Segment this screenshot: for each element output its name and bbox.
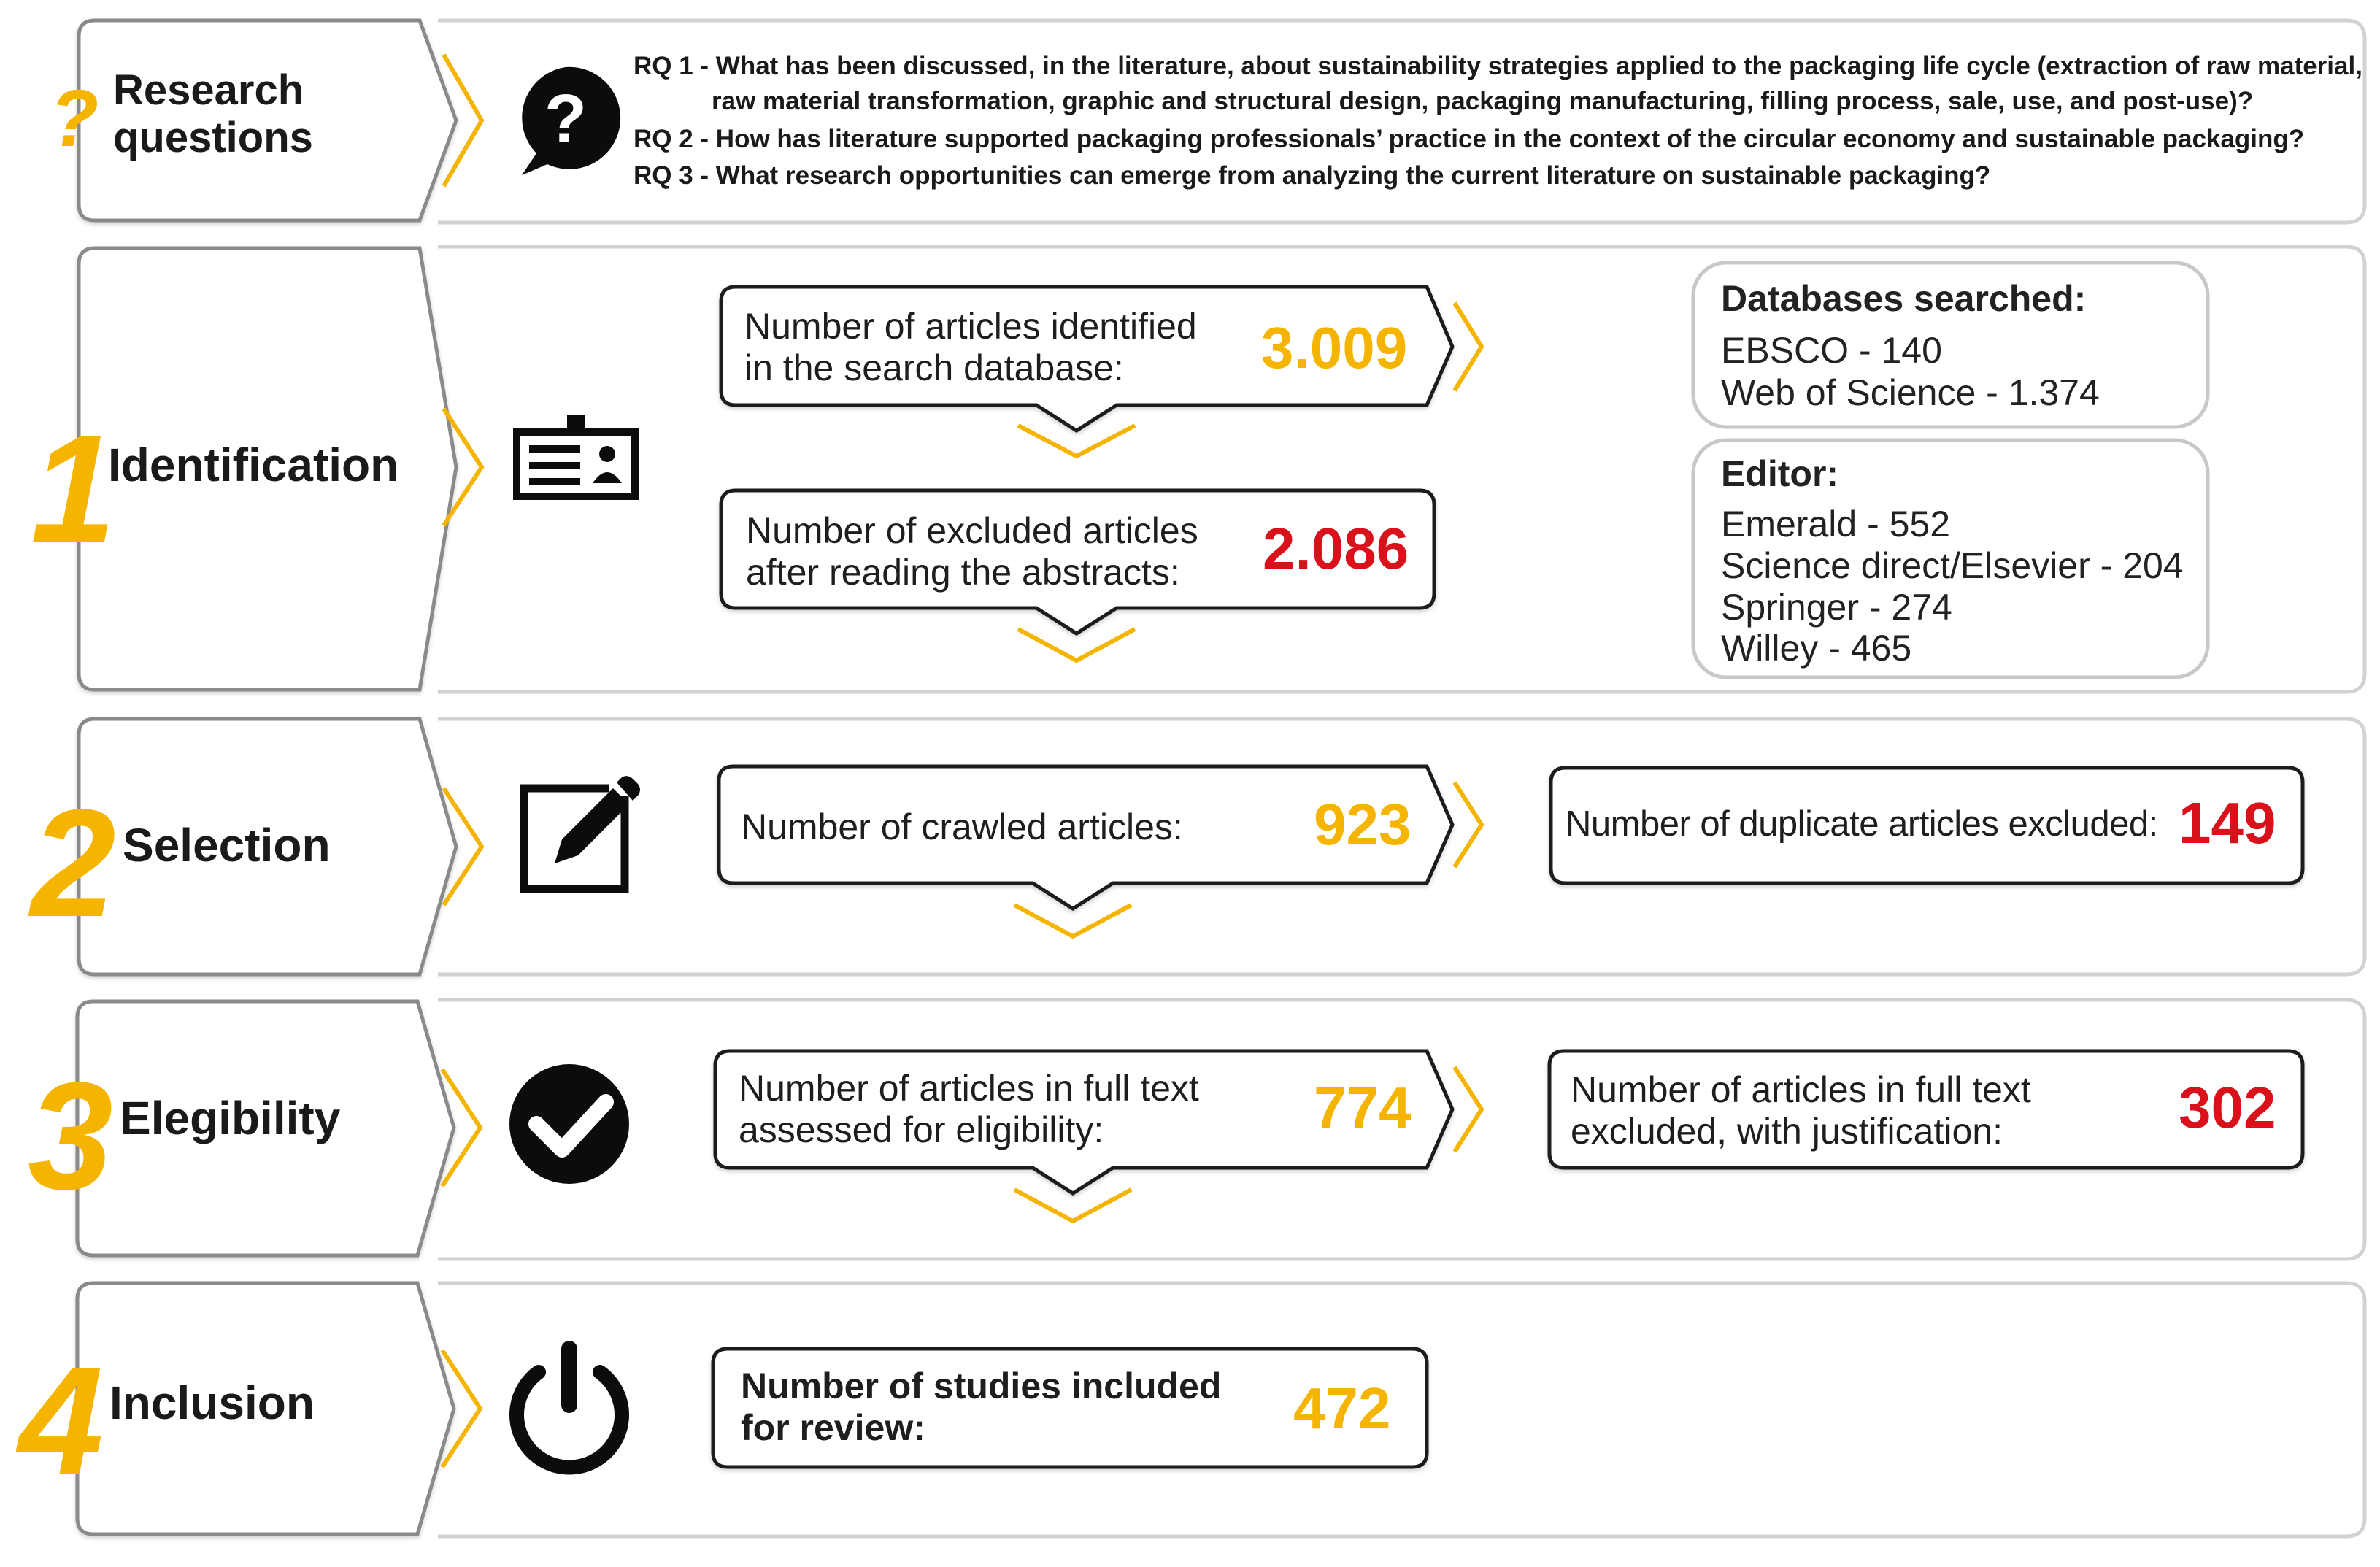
editor-title: Editor: xyxy=(1721,453,1839,494)
question-bubble-icon xyxy=(522,67,620,175)
assessed-value: 774 xyxy=(1314,1075,1412,1140)
duplicates-value: 149 xyxy=(2179,790,2276,855)
assessed-label-line2: assessed for eligibility: xyxy=(739,1109,1104,1150)
rq-mark: ? xyxy=(50,74,99,163)
included-value: 472 xyxy=(1293,1376,1391,1441)
identified-label-line1: Number of articles identified xyxy=(744,306,1197,347)
justified-value: 302 xyxy=(2179,1075,2276,1140)
power-icon xyxy=(517,1349,622,1467)
rq2-line1: RQ 2 - How has literature supported packaging professionals’ practice in the context of the circular economy and sustainable packaging? xyxy=(633,125,2305,153)
stage-1-label: Identification xyxy=(108,439,399,491)
rq3-line1: RQ 3 - What research opportunities can emerge from analyzing the current literature on sustainable packaging? xyxy=(633,161,1991,190)
stage-2-label: Selection xyxy=(123,819,331,871)
right-chevron-1 xyxy=(1455,303,1482,390)
stage-1-number: 1 xyxy=(31,403,116,574)
rq1-line1: RQ 1 - What has been discussed, in the literature, about sustainability strategies applied to the packaging life cycle (extraction of raw material, xyxy=(633,52,2362,80)
stage-2-number: 2 xyxy=(31,777,116,949)
database-ebsco: EBSCO - 140 xyxy=(1721,330,1942,371)
included-label-line2: for review: xyxy=(741,1407,925,1448)
svg-text:?: ? xyxy=(544,80,588,158)
included-label-line1: Number of studies included xyxy=(741,1366,1222,1406)
editor-elsevier: Science direct/Elsevier - 204 xyxy=(1721,545,2184,586)
database-wos: Web of Science - 1.374 xyxy=(1721,372,2100,413)
rq-title-line2: questions xyxy=(113,114,313,161)
excluded-label-line1: Number of excluded articles xyxy=(746,510,1198,551)
stage-3-label: Elegibility xyxy=(120,1092,341,1144)
id-card-icon xyxy=(517,415,635,496)
crawled-value: 923 xyxy=(1314,792,1412,857)
identified-value: 3.009 xyxy=(1261,315,1408,380)
editor-emerald: Emerald - 552 xyxy=(1721,504,1951,544)
stage-4-label: Inclusion xyxy=(109,1377,315,1429)
right-chevron-2 xyxy=(1455,782,1482,867)
rq1-line2: raw material transformation, graphic and structural design, packaging manufacturing, filling process, sale, use, and post-use)? xyxy=(712,87,2254,115)
excluded-value: 2.086 xyxy=(1263,516,1409,581)
databases-title: Databases searched: xyxy=(1721,278,2087,319)
editor-springer: Springer - 274 xyxy=(1721,587,1952,628)
excluded-label-line2: after reading the abstracts: xyxy=(746,552,1180,593)
check-circle-icon xyxy=(509,1064,629,1184)
right-chevron-3 xyxy=(1455,1067,1482,1152)
crawled-label: Number of crawled articles: xyxy=(741,806,1183,847)
assessed-label-line1: Number of articles in full text xyxy=(739,1068,1199,1109)
justified-label-line2: excluded, with justification: xyxy=(1571,1111,2003,1152)
duplicates-label: Number of duplicate articles excluded: xyxy=(1566,804,2158,844)
identified-label-line2: in the search database: xyxy=(744,347,1124,388)
edit-icon xyxy=(524,775,640,889)
justified-label-line1: Number of articles in full text xyxy=(1571,1069,2031,1110)
rq-title-line1: Research xyxy=(113,66,304,114)
stage-4-number: 4 xyxy=(18,1335,104,1506)
stage-3-number: 3 xyxy=(28,1050,113,1222)
editor-willey: Willey - 465 xyxy=(1721,628,1912,669)
